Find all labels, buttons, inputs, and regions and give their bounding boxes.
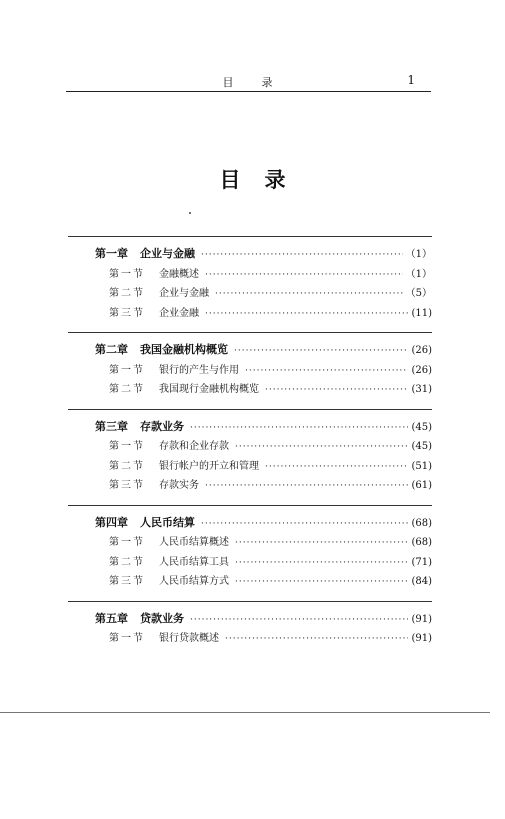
section-entry[interactable] bbox=[68, 380, 432, 400]
section-entry-number: 第二节 bbox=[109, 556, 145, 568]
chapter-entry[interactable] bbox=[68, 245, 432, 265]
chapter-block bbox=[68, 505, 432, 592]
section-entry-number: 第三节 bbox=[109, 307, 145, 319]
chapter-block bbox=[68, 601, 432, 649]
section-entry-page: (31) bbox=[411, 384, 432, 395]
chapter-entry-number: 第一章 bbox=[95, 247, 128, 260]
section-entry[interactable] bbox=[68, 304, 432, 324]
section-entry[interactable] bbox=[68, 553, 432, 573]
dot-leader bbox=[235, 442, 408, 452]
chapter-block bbox=[68, 332, 432, 400]
dot-leader bbox=[205, 270, 403, 280]
section-entry-title: 存款实务 bbox=[159, 480, 199, 491]
dot-leader bbox=[245, 366, 408, 376]
dot-leader bbox=[201, 250, 403, 260]
chapter-entry-page: （1） bbox=[405, 249, 432, 260]
speck-mark bbox=[189, 212, 191, 214]
dot-leader bbox=[265, 462, 408, 472]
chapter-entry[interactable] bbox=[68, 610, 432, 630]
dot-leader bbox=[235, 558, 408, 568]
chapter-entry-number: 第三章 bbox=[95, 419, 128, 433]
chapter-entry-title: 人民币结算 bbox=[140, 515, 195, 529]
section-entry-title: 银行贷款概述 bbox=[159, 633, 219, 644]
section-entry-number: 第一节 bbox=[109, 633, 145, 644]
dot-leader bbox=[234, 346, 408, 356]
section-entry-page: (71) bbox=[411, 556, 432, 568]
dot-leader bbox=[205, 481, 408, 491]
section-entry-number: 第一节 bbox=[109, 268, 145, 280]
section-entry-title: 金融概述 bbox=[159, 268, 199, 280]
section-entry-number: 第一节 bbox=[109, 537, 145, 548]
section-entry-page: （5） bbox=[405, 288, 432, 299]
section-entry-title: 存款和企业存款 bbox=[159, 441, 229, 452]
section-entry-number: 第三节 bbox=[109, 576, 145, 587]
running-header-title bbox=[66, 74, 431, 90]
chapter-entry-title: 企业与金融 bbox=[140, 247, 195, 260]
section-entry-page: (68) bbox=[411, 537, 432, 548]
page-title bbox=[0, 164, 505, 194]
dot-leader bbox=[265, 385, 408, 395]
chapter-block bbox=[68, 409, 432, 496]
chapter-entry-number: 第四章 bbox=[95, 515, 128, 529]
dot-leader bbox=[201, 519, 408, 529]
section-entry-title: 企业与金融 bbox=[159, 288, 209, 299]
section-entry-title: 银行帐户的开立和管理 bbox=[159, 460, 259, 472]
section-entry-page: (84) bbox=[411, 576, 432, 587]
running-header-title-right: 录 bbox=[261, 76, 275, 89]
running-header bbox=[66, 66, 431, 92]
chapter-entry-title: 存款业务 bbox=[140, 419, 184, 433]
section-entry[interactable] bbox=[68, 533, 432, 553]
chapter-entry-page: (26) bbox=[411, 345, 432, 356]
section-entry[interactable] bbox=[68, 572, 432, 592]
section-entry-page: (51) bbox=[411, 460, 432, 472]
bottom-rule bbox=[0, 712, 490, 713]
dot-leader bbox=[215, 289, 403, 299]
section-entry-page: (11) bbox=[411, 307, 432, 319]
chapter-entry-page: (68) bbox=[411, 517, 432, 529]
dot-leader bbox=[205, 309, 408, 319]
section-entry-page: (45) bbox=[411, 441, 432, 452]
section-entry-title: 银行的产生与作用 bbox=[159, 364, 239, 376]
chapter-entry-page: (45) bbox=[411, 421, 432, 433]
chapter-entry[interactable] bbox=[68, 514, 432, 534]
section-entry-number: 第一节 bbox=[109, 441, 145, 452]
page-title-left: 目 bbox=[219, 168, 241, 192]
section-entry[interactable] bbox=[68, 457, 432, 477]
section-entry-title: 人民币结算概述 bbox=[159, 537, 229, 548]
section-entry-title: 企业金融 bbox=[159, 307, 199, 319]
section-entry-number: 第三节 bbox=[109, 480, 145, 491]
section-entry[interactable] bbox=[68, 361, 432, 381]
dot-leader bbox=[225, 634, 408, 644]
running-header-page-number: 1 bbox=[407, 73, 415, 87]
section-entry-title: 人民币结算方式 bbox=[159, 576, 229, 587]
chapter-entry-number: 第五章 bbox=[95, 611, 128, 625]
section-entry-page: （1） bbox=[405, 268, 432, 280]
chapter-entry-title: 我国金融机构概览 bbox=[140, 343, 228, 356]
section-entry-page: (61) bbox=[411, 480, 432, 491]
section-entry[interactable] bbox=[68, 476, 432, 496]
dot-leader bbox=[235, 577, 408, 587]
section-entry-number: 第二节 bbox=[109, 384, 145, 395]
running-header-title-left: 目 bbox=[222, 76, 236, 89]
page-title-right: 录 bbox=[264, 168, 286, 192]
section-entry-number: 第二节 bbox=[109, 288, 145, 299]
chapter-entry-title: 贷款业务 bbox=[140, 611, 184, 625]
section-entry-page: (26) bbox=[411, 364, 432, 376]
section-entry[interactable] bbox=[68, 265, 432, 285]
dot-leader bbox=[190, 423, 408, 433]
dot-leader bbox=[235, 538, 408, 548]
section-entry-number: 第二节 bbox=[109, 460, 145, 472]
section-entry[interactable] bbox=[68, 437, 432, 457]
section-entry[interactable] bbox=[68, 629, 432, 649]
section-entry-number: 第一节 bbox=[109, 364, 145, 376]
chapter-entry[interactable] bbox=[68, 341, 432, 361]
chapter-entry-number: 第二章 bbox=[95, 343, 128, 356]
chapter-entry-page: (91) bbox=[411, 613, 432, 625]
section-entry-page: (91) bbox=[411, 633, 432, 644]
section-entry[interactable] bbox=[68, 284, 432, 304]
section-entry-title: 人民币结算工具 bbox=[159, 556, 229, 568]
table-of-contents bbox=[68, 236, 432, 651]
chapter-entry[interactable] bbox=[68, 418, 432, 438]
dot-leader bbox=[190, 615, 408, 625]
header-rule bbox=[66, 91, 431, 92]
chapter-block bbox=[68, 236, 432, 323]
section-entry-title: 我国现行金融机构概览 bbox=[159, 384, 259, 395]
